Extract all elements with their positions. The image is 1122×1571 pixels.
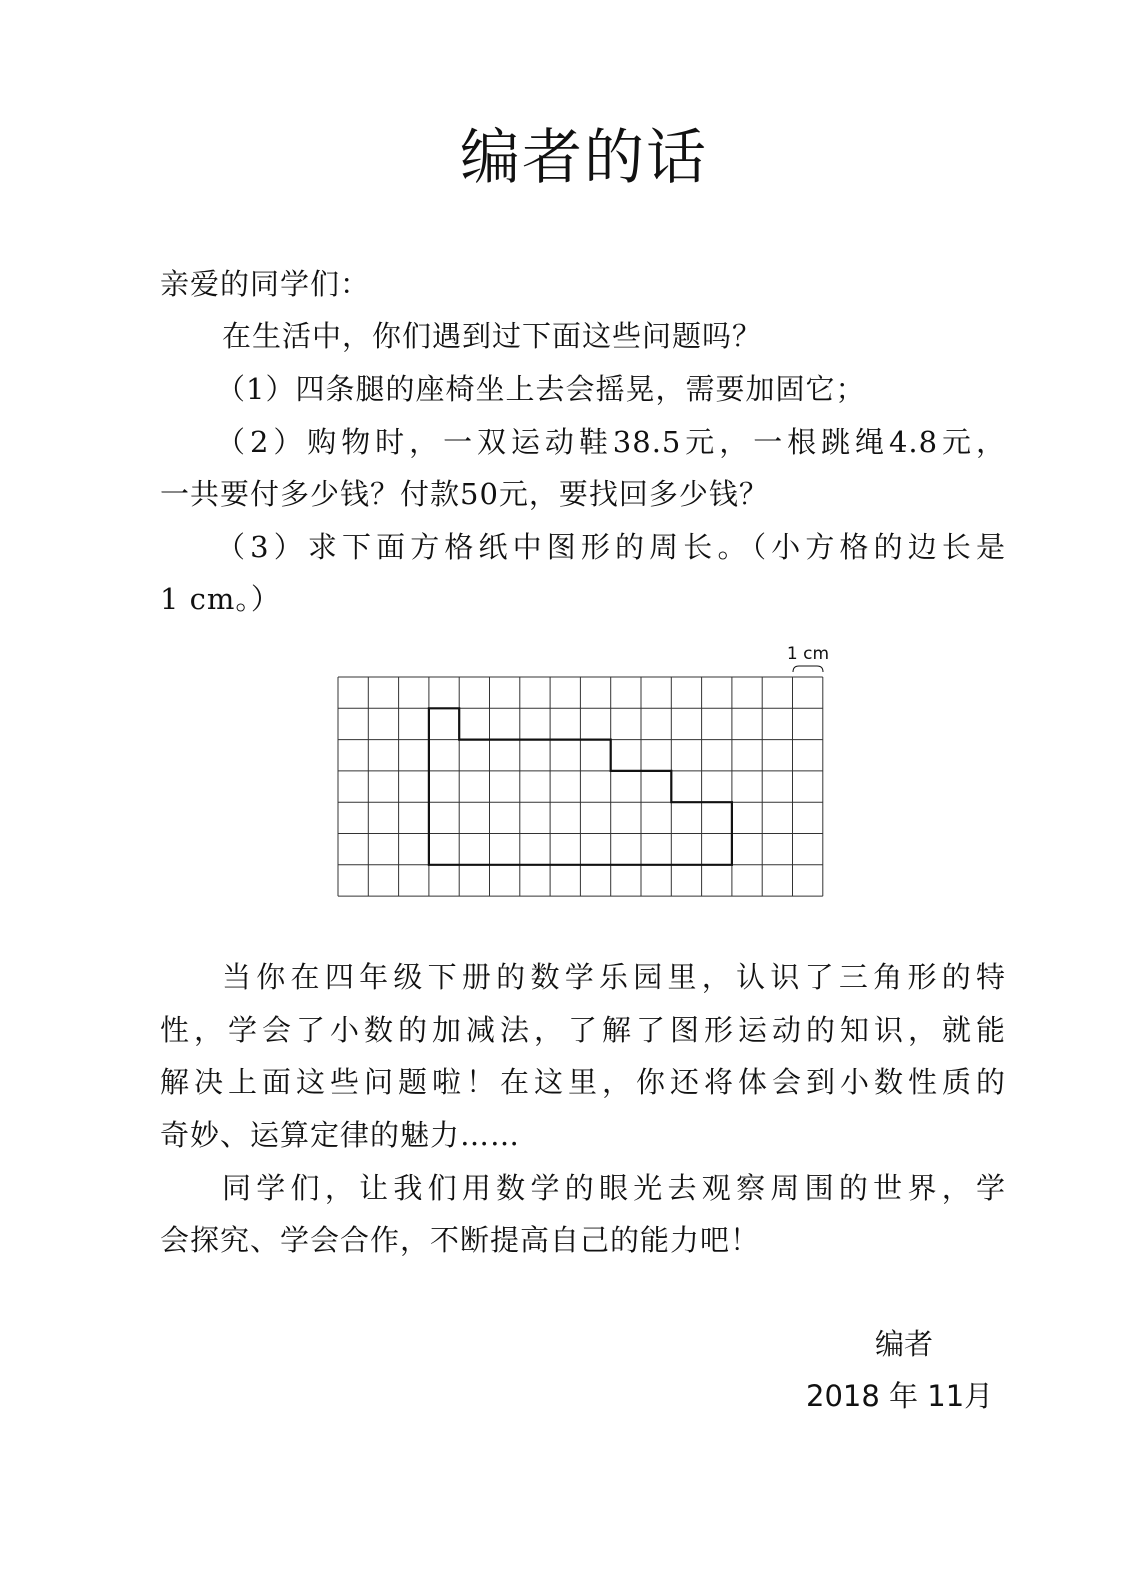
paragraph-2-line-1: 同学们，让我们用数学的眼光去观察周围的世界，学: [222, 1171, 1006, 1205]
question-2-line-1: （2）购物时，一双运动鞋38.5元，一根跳绳4.8元，: [216, 425, 1006, 459]
question-3-line-1: （3）求下面方格纸中图形的周长。（小方格的边长是: [216, 530, 1006, 564]
question-2-line-2: 一共要付多少钱？付款50元，要找回多少钱？: [160, 477, 769, 511]
date: [806, 1376, 993, 1416]
date-month: 11: [927, 1379, 965, 1413]
paragraph-1-line-4: 奇妙、运算定律的魅力……: [160, 1118, 521, 1152]
grid-figure: [336, 640, 836, 902]
grid-lines: [338, 677, 823, 896]
paragraph-1-line-3: 解决上面这些问题啦！在这里，你还将体会到小数性质的: [160, 1065, 1006, 1099]
page-title: 编者的话: [460, 123, 708, 193]
grid-svg: [336, 640, 836, 902]
scale-bracket: [793, 666, 823, 672]
scale-label: 1 cm: [786, 644, 830, 664]
greeting: 亲爱的同学们：: [160, 267, 371, 301]
paragraph-1-line-2: 性，学会了小数的加减法，了解了图形运动的知识，就能: [160, 1013, 1006, 1047]
signature: 编者: [875, 1327, 934, 1361]
question-3-line-2: 1 cm。）: [160, 582, 281, 616]
date-year: 2018: [806, 1379, 880, 1413]
date-month-unit: 月: [964, 1379, 994, 1413]
paragraph-1-line-1: 当你在四年级下册的数学乐园里，认识了三角形的特: [222, 960, 1006, 994]
intro-text: 在生活中，你们遇到过下面这些问题吗？: [222, 319, 763, 353]
paragraph-2-line-2: 会探究、学会合作，不断提高自己的能力吧！: [160, 1223, 761, 1257]
question-1: （1）四条腿的座椅坐上去会摇晃，需要加固它；: [216, 372, 866, 406]
date-year-unit: 年: [889, 1379, 919, 1413]
